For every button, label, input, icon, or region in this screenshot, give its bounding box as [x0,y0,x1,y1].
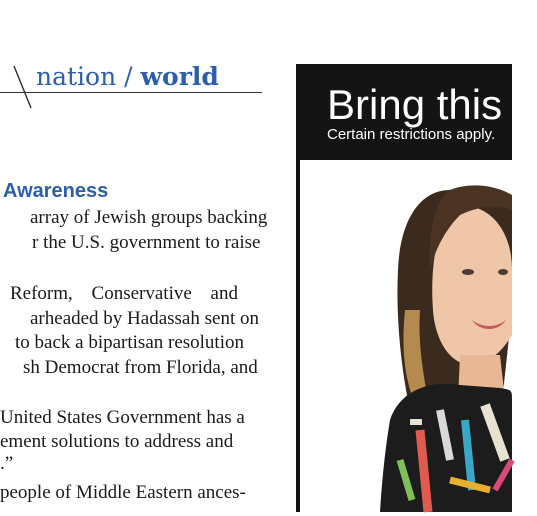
model-photo-icon [300,160,512,512]
article-line: .” [0,453,14,474]
article-line: sh Democrat from Florida, and [23,357,258,378]
article-line: r the U.S. government to raise [32,232,261,253]
section-header [0,60,262,110]
ad-title: Bring this a [327,81,537,128]
section-name-world: world [140,62,219,91]
advertisement[interactable] [296,64,537,512]
header-rule [0,92,262,93]
article-line: people of Middle Eastern ances- [0,482,246,503]
ad-subtitle: Certain restrictions apply. [327,126,496,143]
section-title [36,62,219,91]
section-name-nation: nation [36,62,117,91]
article-line: to back a bipartisan resolution [15,332,244,353]
article-line: arheaded by Hadassah sent on [30,308,259,329]
article-line: United States Government has a [0,407,245,428]
article-line: ement solutions to address and [0,431,234,452]
section-separator: / [116,62,141,91]
article-line: Reform, Conservative and [10,283,238,304]
article-heading: Awareness [3,180,109,202]
slash-decoration-icon [0,60,40,110]
article-line: array of Jewish groups backing [30,207,268,228]
model-photo [300,160,512,512]
